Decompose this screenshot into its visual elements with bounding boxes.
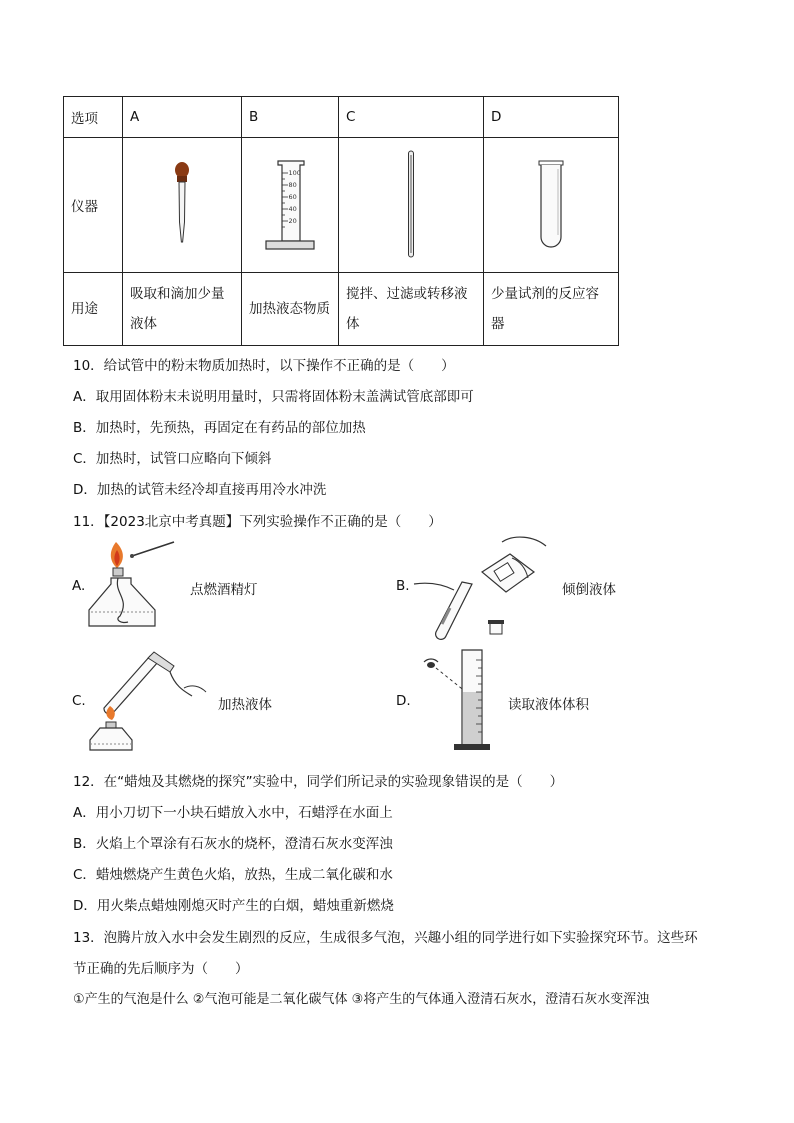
q11-option-b-text: 倾倒液体 [562, 582, 616, 598]
cylinder-mark: 20 [288, 217, 297, 225]
use-cell: 搅拌、过滤或转移液体 [339, 273, 484, 346]
q11-stem: 11．【2023北京中考真题】下列实验操作不正确的是（ ） [73, 514, 442, 530]
graduated-cylinder-icon [260, 155, 320, 255]
test-tube-icon [531, 157, 571, 253]
cylinder-mark: 40 [288, 205, 297, 213]
q10-option-d: D．加热的试管未经冷却直接再用冷水冲洗 [73, 482, 327, 498]
table-header-cell: B [242, 97, 339, 138]
read-volume-icon [420, 646, 500, 754]
q11-option-b-letter: B. [396, 578, 410, 594]
instrument-table [63, 96, 619, 346]
use-cell: 吸取和滴加少量液体 [123, 273, 242, 346]
q13-stem-line2: 节正确的先后顺序为（ ） [73, 961, 249, 977]
table-header-cell: A [123, 97, 242, 138]
table-header-cell: D [484, 97, 619, 138]
glass-rod-cell [339, 138, 484, 273]
table-header-cell: 选项 [64, 97, 123, 138]
q11-option-a-letter: A. [72, 578, 86, 594]
use-cell: 少量试剂的反应容器 [484, 273, 619, 346]
q12-option-a: A．用小刀切下一小块石蜡放入水中，石蜡浮在水面上 [73, 805, 393, 821]
q10-option-a: A．取用固体粉末未说明用量时，只需将固体粉末盖满试管底部即可 [73, 389, 474, 405]
pour-liquid-icon [410, 532, 560, 644]
q11-option-c-text: 加热液体 [218, 697, 272, 713]
q13-items: ①产生的气泡是什么 ②气泡可能是二氧化碳气体 ③将产生的气体通入澄清石灰水，澄清石灰水变浑浊 [73, 992, 650, 1007]
table-header-cell: C [339, 97, 484, 138]
dropper-icon [162, 160, 202, 250]
q10-option-c: C．加热时，试管口应略向下倾斜 [73, 451, 272, 467]
q12-option-d: D．用火柴点蜡烛刚熄灭时产生的白烟，蜡烛重新燃烧 [73, 898, 394, 914]
q13-stem-line1: 13．泡腾片放入水中会发生剧烈的反应，生成很多气泡，兴趣小组的同学进行如下实验探究环节。这些环 [73, 930, 698, 946]
table-row-instrument [64, 138, 619, 273]
dropper-cell [123, 138, 242, 273]
cylinder-mark: 80 [288, 181, 297, 189]
table-row-use [64, 273, 619, 346]
q12-option-b: B．火焰上个罩涂有石灰水的烧杯，澄清石灰水变浑浊 [73, 836, 393, 852]
q11-option-d-text: 读取液体体积 [508, 697, 589, 713]
q12-option-c: C．蜡烛燃烧产生黄色火焰，放热，生成二氧化碳和水 [73, 867, 393, 883]
q12-stem: 12．在“蜡烛及其燃烧的探究”实验中，同学们所记录的实验现象错误的是（ ） [73, 774, 564, 790]
light-alcohol-lamp-icon [86, 538, 182, 634]
test-tube-cell [484, 138, 619, 273]
table-header-row [64, 97, 619, 138]
q10-stem: 10．给试管中的粉末物质加热时，以下操作不正确的是（ ） [73, 358, 455, 374]
cylinder-cell [242, 138, 339, 273]
cylinder-mark: 100 [288, 169, 301, 177]
q11-option-d-letter: D. [396, 693, 411, 709]
q11-option-a-text: 点燃酒精灯 [190, 582, 258, 598]
heat-liquid-icon [90, 652, 206, 750]
use-cell: 加热液态物质 [242, 273, 339, 346]
q11-option-c-letter: C. [72, 693, 86, 709]
glass-rod-icon [401, 149, 421, 261]
row-label-instrument: 仪器 [64, 138, 123, 273]
cylinder-mark: 60 [288, 193, 297, 201]
row-label-use: 用途 [64, 273, 123, 346]
q10-option-b: B．加热时，先预热，再固定在有药品的部位加热 [73, 420, 366, 436]
